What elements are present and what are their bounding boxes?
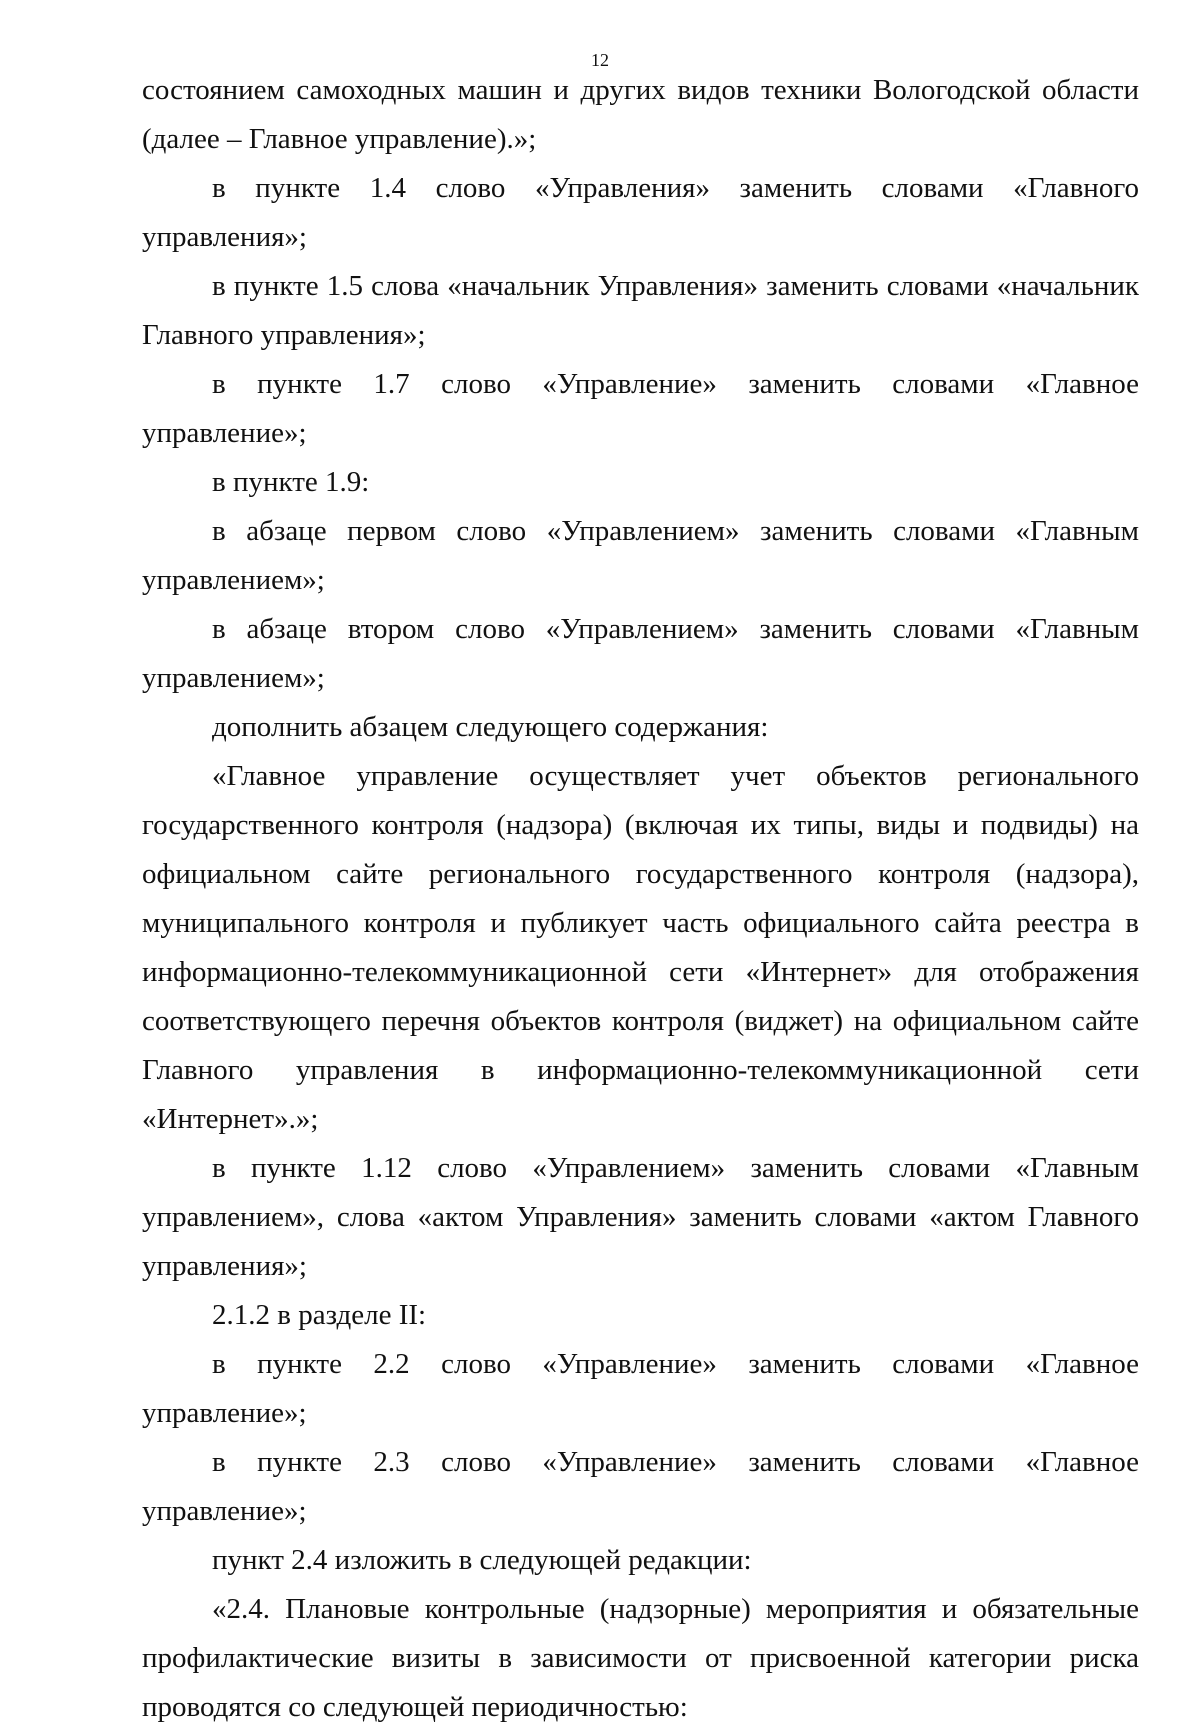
paragraph-item-2-3: в пункте 2.3 слово «Управление» заменить словами «Главное управление»; bbox=[142, 1446, 1139, 1527]
paragraph-continuation: состоянием самоходных машин и других видов техники Вологодской области (далее – Главное управление).»; bbox=[142, 74, 1139, 155]
document-body bbox=[142, 66, 1139, 1732]
paragraph-quoted-insert: «Главное управление осуществляет учет объектов регионального государственного контроля (надзора) (включая их типы, виды и подвиды) на официальном сайте регионального государственного контроля (надзора), муниципального контроля и публикует часть официального сайта реестра в информационно-телекоммуникационной сети «Интернет» для отображения соответствующего перечня объектов контроля (виджет) на официальном сайте Главного управления в информационно-телекоммуникационной сети «Интернет».»; bbox=[142, 760, 1139, 1135]
paragraph-add-abzac: дополнить абзацем следующего содержания: bbox=[212, 711, 769, 743]
paragraph-item-1-4: в пункте 1.4 слово «Управления» заменить словами «Главного управления»; bbox=[142, 172, 1139, 253]
paragraph-first-abzac: в абзаце первом слово «Управлением» заменить словами «Главным управлением»; bbox=[142, 515, 1139, 596]
paragraph-item-2-2: в пункте 2.2 слово «Управление» заменить словами «Главное управление»; bbox=[142, 1348, 1139, 1429]
page-number: 12 bbox=[591, 50, 609, 70]
paragraph-item-1-5: в пункте 1.5 слова «начальник Управления» заменить словами «начальник Главного управления»; bbox=[142, 270, 1139, 351]
paragraph-item-1-7: в пункте 1.7 слово «Управление» заменить словами «Главное управление»; bbox=[142, 368, 1139, 449]
paragraph-section-2-1-2: 2.1.2 в разделе II: bbox=[212, 1299, 427, 1331]
paragraph-second-abzac: в абзаце втором слово «Управлением» заменить словами «Главным управлением»; bbox=[142, 613, 1139, 694]
paragraph-item-1-12: в пункте 1.12 слово «Управлением» заменить словами «Главным управлением», слова «актом Управления» заменить словами «актом Главного управления»; bbox=[142, 1152, 1139, 1282]
paragraph-item-1-9: в пункте 1.9: bbox=[212, 466, 370, 498]
paragraph-item-2-4: пункт 2.4 изложить в следующей редакции: bbox=[212, 1544, 752, 1576]
paragraph-quoted-2-4: «2.4. Плановые контрольные (надзорные) мероприятия и обязательные профилактические визиты в зависимости от присвоенной категории риска проводятся со следующей периодичностью: bbox=[142, 1593, 1139, 1723]
